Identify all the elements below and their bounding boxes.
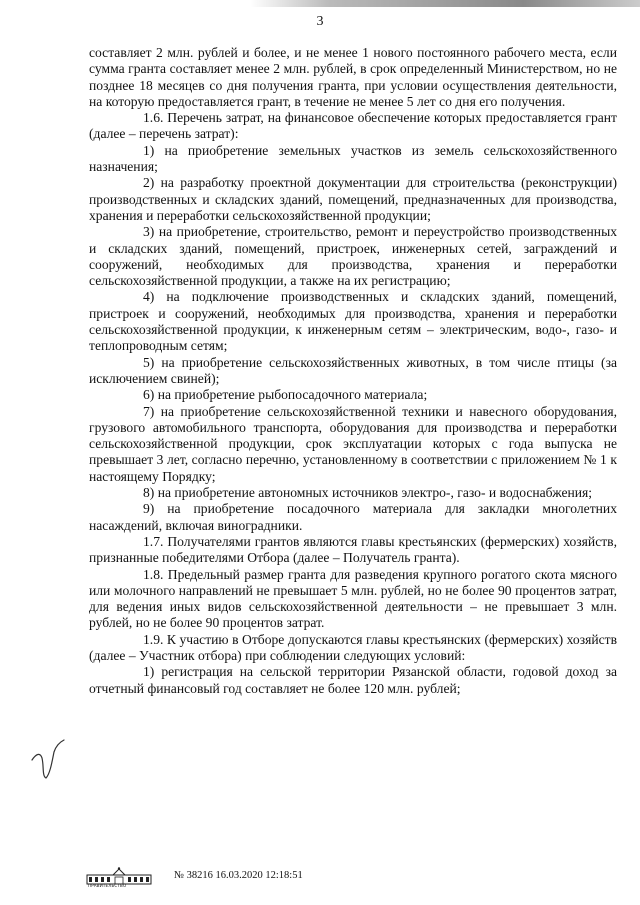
paragraph: 1.9. К участию в Отборе допускаются главы крестьянских (фермерских) хозяйств (далее – Участник отбора) при соблюдении следующих условий:	[89, 631, 617, 663]
handwritten-margin-mark	[30, 738, 66, 782]
paragraph: 1.7. Получателями грантов являются главы крестьянских (фермерских) хозяйств, признанные победителями Отбора (далее – Получатель гранта).	[89, 533, 617, 566]
scan-edge-shadow	[250, 0, 640, 7]
paragraph: 1.8. Предельный размер гранта для разведения крупного рогатого скота мясного или молочного направлений не превышает 5 млн. рублей, но не более 90 процентов затрат, для ведения иных видов сельскохозяйственной деятельности – не превышает 3 млн. рублей, но не более 90 процентов затрат.	[89, 566, 617, 631]
paragraph: 1) регистрация на сельской территории Рязанской области, годовой доход за отчетный финансовый год составляет не более 120 млн. рублей;	[89, 664, 617, 696]
paragraph: составляет 2 млн. рублей и более, и не менее 1 нового постоянного рабочего места, если сумма гранта составляет менее 2 млн. рублей, в срок определенный Министерством, но не позднее 18 месяцев со дня получения гранта, при условии осуществления деятельности, на которую предоставляется грант, в течение не менее 5 лет со дня его получения.	[89, 45, 617, 109]
paragraph: 1.6. Перечень затрат, на финансовое обеспечение которых предоставляется грант (далее – перечень затрат):	[89, 110, 617, 142]
paragraph: 5) на приобретение сельскохозяйственных животных, в том числе птицы (за исключением свиней);	[89, 354, 617, 386]
logo-caption: ПРАВИТЕЛЬСТВО	[88, 883, 127, 888]
paragraph: 8) на приобретение автономных источников электро-, газо- и водоснабжения;	[143, 485, 593, 501]
document-body	[89, 45, 617, 697]
paragraph: 4) на подключение производственных и складских зданий, помещений, пристроек и сооружений, необходимых для производства, хранения и переработки сельскохозяйственной продукции, к инженерным сетям – электрическим, водо-, газо- и теплопроводным сетям;	[89, 289, 617, 354]
document-footer	[86, 866, 386, 890]
page-number: 3	[316, 14, 324, 29]
paragraph: 9) на приобретение посадочного материала для закладки многолетних насаждений, включая виноградники.	[89, 501, 617, 533]
paragraph: 6) на приобретение рыбопосадочного материала;	[143, 387, 428, 403]
paragraph: 7) на приобретение сельскохозяйственной техники и навесного оборудования, грузового автомобильного транспорта, оборудования для производства и переработки сельскохозяйственной продукции, срок эксплуатации которых с года выпуска не превышает 3 лет, согласно перечню, установленному в соответствии с приложением № 1 к настоящему Порядку;	[89, 403, 617, 484]
paragraph: 3) на приобретение, строительство, ремонт и переустройство производственных и складских зданий, помещений, пристроек, инженерных сетей, заграждений и сооружений, необходимых для производства, хранения и переработки сельскохозяйственной продукции, а также на их регистрацию;	[89, 224, 617, 289]
paragraph: 2) на разработку проектной документации для строительства (реконструкции) производственных и складских зданий, помещений, предназначенных для производства, хранения и переработки сельскохозяйственной продукции;	[89, 175, 617, 223]
paragraph: 1) на приобретение земельных участков из земель сельскохозяйственного назначения;	[89, 142, 617, 175]
registration-stamp: № 38216 16.03.2020 12:18:51	[174, 870, 303, 881]
